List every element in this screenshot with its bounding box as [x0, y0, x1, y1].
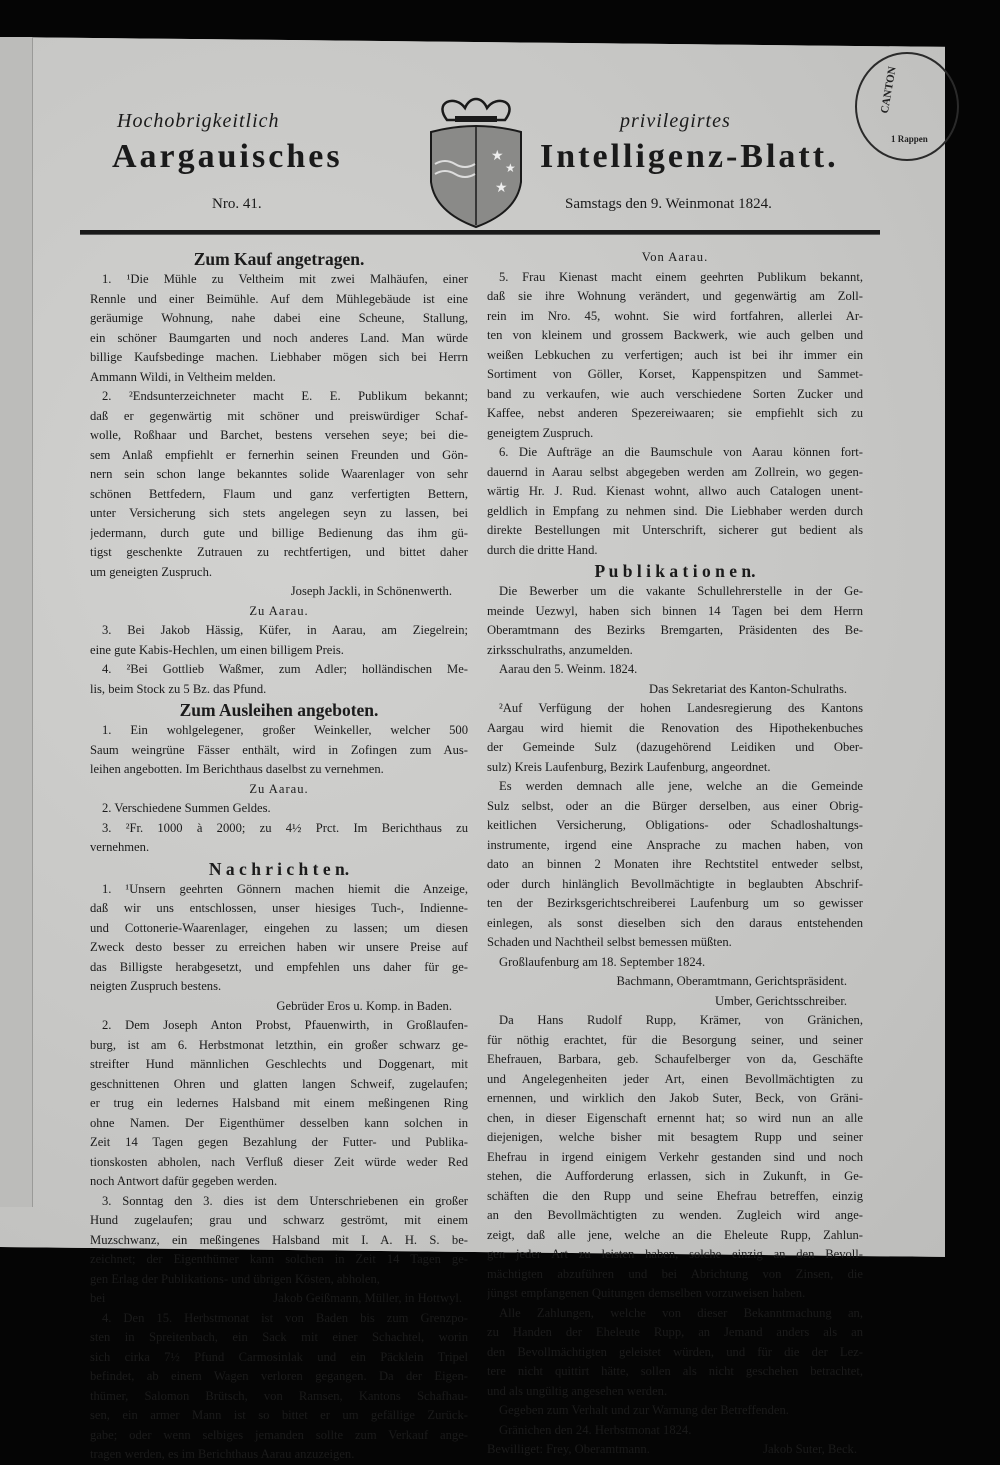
- text-line: um geneigten Zuspruch.: [90, 564, 213, 579]
- text-line: band zu verkaufen, wie auch verschiedene Sorten Zucker und: [487, 386, 863, 401]
- text-line: Es werden demnach alle jene, welche an die Gemeinde: [499, 779, 863, 793]
- text-line: sten in Spreitenbach, ein Sack mit einer Schachtel, worin: [90, 1330, 468, 1344]
- text-line: 1. ¹Die Mühle zu Veltheim mit zwei Malhäufen, einer: [102, 272, 468, 286]
- text-line: nern sein schon lange bekanntes solide Waarenlager von sehr: [90, 467, 468, 481]
- text-line: daß er gegenwärtig mit schöner und preiswürdiger Schaf-: [90, 408, 468, 423]
- text-line: geldlich in Empfang zu nehmen sind. Die Liebhaber werden durch: [487, 503, 863, 518]
- paragraph: [487, 268, 863, 444]
- tax-stamp: [855, 52, 959, 161]
- text-line: Muzschwanz, ein meßingenes Halsband mit I. A. H. S. be-: [90, 1232, 468, 1247]
- text-line: Gegeben zum Verhalt und zur Warnung der Betreffenden.: [499, 1403, 789, 1417]
- stamp-bottom-text: 1 Rappen: [891, 134, 928, 144]
- section-heading: P u b l i k a t i o n e n.: [594, 561, 756, 581]
- text-line: dauernd in Aarau selbst abgegeben werden am Zollrein, wo gegen-: [487, 464, 863, 479]
- text-line: neigten Zuspruch bestens.: [90, 979, 222, 993]
- paragraph: [90, 621, 468, 660]
- text-line: 2. Verschiedene Summen Geldes.: [102, 801, 271, 815]
- text-line: tere nicht quittirt hätte, sollen als nicht geschehen betrachtet,: [487, 1364, 863, 1378]
- issue-date: Samstags den 9. Weinmonat 1824.: [565, 196, 772, 212]
- text-line: zirksschulraths, anzumelden.: [487, 642, 633, 657]
- text-line: Saum weingrüne Fässer enthält, wird in Zofingen zum Aus-: [90, 742, 468, 757]
- signature-line: [487, 1440, 863, 1460]
- text-line: sich cirka 7½ Pfund Carmosinlak und ein Päcklein Tripel: [90, 1349, 468, 1364]
- text-line: 6. Die Aufträge an die Baumschule von Aarau können fort-: [499, 445, 863, 459]
- text-line: Oberamtmann des Bezirks Bremgarten, Präsidenten des Be-: [487, 623, 863, 637]
- signature: Gebrüder Eros u. Komp. in Baden.: [276, 998, 452, 1013]
- paragraph: [487, 1401, 863, 1421]
- paragraph: [487, 777, 863, 953]
- paragraph: [487, 699, 863, 777]
- text-line: dato an binnen 2 Monaten ihre Rechtstitel entweder selbst,: [487, 857, 863, 871]
- paragraph: [90, 819, 468, 858]
- paragraph: [90, 1016, 468, 1192]
- signature: Bachmann, Oberamtmann, Gerichtspräsident.: [616, 974, 847, 988]
- text-line: befindet, ab einem Wagen verloren gegangen. Da der Eigen-: [90, 1369, 468, 1383]
- text-line: durch die dritte Hand.: [487, 542, 598, 557]
- text-line: mächtigten abzuführen und bei Abrichtung von Zinsen, die: [487, 1266, 863, 1281]
- text-line: lis, beim Stock zu 5 Bz. das Pfund.: [90, 681, 267, 696]
- masthead-title-right: Intelligenz-Blatt.: [540, 138, 839, 175]
- paragraph: [90, 880, 468, 997]
- coat-of-arms-icon: [425, 92, 527, 230]
- text-line: oder durch hinlänglich Bevollmächtigte in beglaubten Abschrif-: [487, 876, 863, 891]
- text-line: zu Handen der Eheleute Rupp, an Jemand anders als an: [487, 1325, 863, 1339]
- text-line: stehen, die Aufforderung erlassen, sich in Zukunft, in Ge-: [487, 1169, 863, 1183]
- text-line: sulz) Kreis Laufenburg, Bezirk Laufenburg, angeordnet.: [487, 759, 771, 774]
- text-line: daß wir uns entschlossen, unser hiesiges Tuch-, Indienne-: [90, 901, 468, 915]
- paragraph: [487, 582, 863, 660]
- text-line: sem Anlaß empfiehlt er fernerhin seinen Freunden und Gön-: [90, 447, 468, 462]
- issue-number: Nro. 41.: [212, 196, 262, 212]
- section-heading: N a c h r i c h t e n.: [208, 858, 350, 879]
- paragraph: [487, 1304, 863, 1402]
- text-line: Hund zugelaufen; grau und schwarz geströmt, mit einem: [90, 1213, 468, 1227]
- paragraph: [487, 660, 863, 680]
- text-line: Aarau den 5. Weinm. 1824.: [499, 662, 638, 676]
- text-line: daß sie ihre Wohnung verändert, und gegenwärtig am Zoll-: [487, 289, 863, 303]
- text-line: jüngst empfangenen Quitungen demselben vorzuweisen haben.: [487, 1286, 806, 1300]
- text-line: Zweck desto besser zu erreichen haben wir unsere Preise auf: [90, 940, 468, 954]
- text-line: 1. Ein wohlgelegener, großer Weinkeller, welcher 500: [102, 723, 468, 737]
- text-line: geräumige Wohnung, nahe dabei eine Scheune, Stallung,: [90, 311, 468, 325]
- text-line: einlegen, als sonst dieselben sich den daraus entstehenden: [487, 915, 863, 930]
- signature-right: Jakob Geißmann, Müller, in Hottwyl.: [273, 1291, 462, 1305]
- paragraph: [90, 270, 468, 387]
- text-line: das Billigste herabgesetzt, und empfehlen uns daher für ge-: [90, 959, 468, 974]
- text-line: tionskosten abholen, nach Verfluß dieser Zeit würde weder Red: [90, 1154, 468, 1169]
- paragraph: [90, 1309, 468, 1465]
- text-line: wärtig Hr. J. Rud. Kienast wohnt, allwo auch Catalogen unent-: [487, 484, 863, 498]
- text-line: gen Erlag der Publikations- und übrigen Kösten, abholen,: [90, 1271, 380, 1286]
- text-line: Kaffee, nebst anderen Spezereiwaaren; sie empfiehlt sich zu: [487, 406, 863, 420]
- masthead-divider: [80, 230, 880, 235]
- text-line: Sortiment von Göller, Korset, Kappenspitzen und Sammet-: [487, 367, 863, 381]
- text-line: Ehefrau in irgend einigem Verkehr gestanden sind und noch: [487, 1149, 863, 1164]
- section-heading: Zum Kauf angetragen.: [193, 249, 365, 269]
- text-line: sen, ein armer Mann ist so bittet er um gefällige Zurück-: [90, 1408, 468, 1422]
- text-line: Ehefrauen, Barbara, geb. Schaufelberger von da, Geschäfte: [487, 1052, 863, 1066]
- text-line: 2. Dem Joseph Anton Probst, Pfauenwirth, in Großlaufen-: [102, 1018, 468, 1032]
- signature: Das Sekretariat des Kanton-Schulraths.: [649, 681, 847, 696]
- binding-gutter: [0, 37, 33, 1207]
- text-line: thümer, Salomon Brütsch, von Ramsen, Kantons Schafhau-: [90, 1388, 468, 1403]
- paragraph: [487, 443, 863, 560]
- text-line: tragen werden, es im Berichthaus Aarau anzuzeigen.: [90, 1447, 355, 1461]
- place-label: Zu Aarau.: [249, 603, 309, 618]
- section-heading: Zum Ausleihen angeboten.: [179, 700, 379, 720]
- text-line: Gränichen den 24. Herbstmonat 1824.: [499, 1422, 692, 1437]
- signature-right: Jakob Suter, Beck.: [763, 1442, 857, 1456]
- paragraph: [90, 721, 468, 780]
- text-line: an den Bevollmächtigten zu wenden. Zugleich wird ange-: [487, 1208, 863, 1222]
- text-line: zeichnet; der Eigenthümer kann solchen in Zeit 14 Tagen ge-: [90, 1252, 468, 1266]
- text-line: und als ungültig angesehen werden.: [487, 1383, 668, 1398]
- text-line: 3. Sonntag den 3. dies ist dem Unterschriebenen ein großer: [102, 1193, 468, 1208]
- text-line: instrumente, irgend eine Ansprache zu machen haben, von: [487, 837, 863, 852]
- svg-text:★: ★: [505, 161, 516, 175]
- text-line: Schaden und Nachtheil selbst bemessen müßten.: [487, 935, 732, 949]
- svg-text:★: ★: [495, 181, 508, 196]
- signature-left: bei: [90, 1291, 106, 1305]
- place-label: Von Aarau.: [641, 250, 709, 264]
- text-line: burg, ist am 6. Herbstmonat letzthin, ein großer schwarz ge-: [90, 1037, 468, 1052]
- text-line: diejenigen, welche bisher mit besagtem Rupp und seiner: [487, 1130, 863, 1144]
- paragraph: [487, 953, 863, 973]
- text-line: Sulz selbst, oder an die Bürger derselben, aus einer Obrig-: [487, 798, 863, 813]
- paragraph: [487, 1011, 863, 1304]
- text-line: ten der Bezirksgerichtschreiberei Laufenburg um so gewisser: [487, 896, 863, 910]
- text-line: Ammann Wildi, in Veltheim melden.: [90, 369, 276, 384]
- text-line: für nöthig erachtet, für die Besorgung seiner, und seiner: [487, 1032, 863, 1047]
- text-line: tigst geschenkte Zutrauen zu rechtfertigen, und bittet daher: [90, 545, 468, 559]
- masthead-subtitle-left: Hochobrigkeitlich: [117, 110, 280, 132]
- text-line: billige Kaufsbedinge machen. Liebhaber mögen sich bei Herrn: [90, 350, 468, 364]
- text-line: vernehmen.: [90, 840, 150, 854]
- paragraph: [90, 799, 468, 819]
- text-line: ernennen, und wirklich den Jakob Suter, Beck, von Gräni-: [487, 1091, 863, 1105]
- text-line: gabe; oder wenn selbiges jemanden sollte zum Verkauf ange-: [90, 1427, 468, 1442]
- text-line: geneigtem Zuspruch.: [487, 425, 594, 440]
- text-line: Die Bewerber um die vakante Schullehrerstelle in der Ge-: [499, 584, 863, 598]
- text-line: Großlaufenburg am 18. September 1824.: [499, 954, 706, 969]
- text-line: streifter Hund männlichen Geschlechts und Doggenart, mit: [90, 1057, 468, 1071]
- text-line: rein im Nro. 45, wohnt. Sie wird fortfahren, allerlei Ar-: [487, 308, 863, 323]
- text-line: 5. Frau Kienast macht einem geehrten Publikum bekannt,: [499, 269, 863, 284]
- text-line: leihen angebotten. Im Berichthaus daselbst zu vernehmen.: [90, 762, 384, 776]
- text-line: schäften die den Rupp und seine Ehefrau betreffen, einzig: [487, 1188, 863, 1203]
- text-line: weißen Lebkuchen zu verfertigen; auch ist bei ihr immer ein: [487, 347, 863, 362]
- text-line: Da Hans Rudolf Rupp, Krämer, von Gränichen,: [499, 1013, 863, 1027]
- text-line: Zeit 14 Tagen gegen Bezahlung der Futter- und Publika-: [90, 1135, 468, 1149]
- text-line: chen, in dieser Eigenschaft ernennt hat; so wird nun an alle: [487, 1110, 863, 1125]
- text-line: ein schöner Baumgarten und noch anderes Land. Man würde: [90, 330, 468, 345]
- signature-left: Bewilliget: Frey, Oberamtmann.: [487, 1442, 650, 1456]
- text-line: unter Versicherung sich stets angelegen seyn zu lassen, bei: [90, 506, 468, 520]
- text-line: ²Auf Verfügung der hohen Landesregierung des Kantons: [499, 701, 863, 715]
- text-line: 3. Bei Jakob Hässig, Küfer, in Aarau, am Ziegelrein;: [102, 623, 468, 637]
- text-line: Rennle und einer Beimühle. Auf dem Mühlegebäude ist eine: [90, 291, 468, 306]
- text-line: meinde Uezwyl, haben sich binnen 14 Tagen bei dem Herrn: [487, 603, 863, 618]
- paragraph: [90, 660, 468, 699]
- text-line: er trug ein ledernes Halsband mit einem meßingenen Ring: [90, 1096, 468, 1110]
- right-column: [487, 248, 863, 1460]
- signature: Umber, Gerichtsschreiber.: [714, 993, 847, 1008]
- text-line: und Cottonerie-Waarenlager, eingehen zu lassen; um diesen: [90, 920, 468, 935]
- text-line: Aargau wird hiemit die Renovation des Hipothekenbuches: [487, 720, 863, 735]
- text-line: direkte Bestellungen mit Unterschrift, sicherer gut bedient als: [487, 523, 863, 537]
- text-line: 4. Den 15. Herbstmonat ist von Baden bis zum Grenzpo-: [102, 1310, 468, 1325]
- masthead-title-left: Aargauisches: [112, 138, 343, 175]
- text-line: 3. ²Fr. 1000 à 2000; zu 4½ Prct. Im Berichthaus zu: [102, 820, 468, 835]
- left-column: [90, 248, 468, 1465]
- text-line: den Bevollmächtigten geleistet würden, und für die der Lez-: [487, 1344, 863, 1359]
- place-label: Zu Aarau.: [249, 781, 309, 796]
- text-line: gen jeder Art zu leisten haben, solche einzig an den Bevoll-: [487, 1247, 863, 1261]
- paragraph: [487, 1421, 863, 1441]
- text-line: 4. ²Bei Gottlieb Waßmer, zum Adler; holländischen Me-: [102, 662, 468, 676]
- masthead-subtitle-right: privilegirtes: [620, 110, 731, 132]
- text-line: geschnittenen Ohren und glatten langen Schweif, zugelaufen;: [90, 1076, 468, 1091]
- signature: Joseph Jackli, in Schönenwerth.: [290, 584, 452, 598]
- text-line: ten von kleinem und grossem Backwerk, wie auch gelben und: [487, 328, 863, 342]
- text-line: der Gemeinde Sulz (dazugehörend Leidiken und Ober-: [487, 740, 863, 754]
- text-line: noch Antwort dafür gegeben werden.: [90, 1174, 278, 1188]
- text-line: ohne Namen. Der Eigenthümer desselben kann solchen in: [90, 1115, 468, 1130]
- text-line: 2. ²Endsunterzeichneter macht E. E. Publikum bekannt;: [102, 389, 468, 403]
- text-line: Alle Zahlungen, welche von dieser Bekanntmachung an,: [499, 1305, 863, 1320]
- text-line: wolle, Roßhaar und Barchet, bestens versehen seye; bei die-: [90, 428, 468, 442]
- signature-line: [90, 1289, 468, 1309]
- text-line: zeigt, daß alle jene, welche an die Eheleute Rupp, Zahlun-: [487, 1227, 863, 1242]
- stamp-top-text: CANTON: [878, 65, 899, 115]
- text-line: eine gute Kabis-Hechlen, um einen billigem Preis.: [90, 642, 344, 657]
- text-line: keitlichen Versicherung, Obligations- oder Schadloshaltungs-: [487, 818, 863, 832]
- paragraph: [90, 1192, 468, 1290]
- text-line: 1. ¹Unsern geehrten Gönnern machen hiemit die Anzeige,: [102, 881, 468, 896]
- paragraph: [90, 387, 468, 582]
- svg-text:★: ★: [491, 149, 504, 164]
- text-line: schönen Bettfedern, Flaum und ganz verfertigten Bettern,: [90, 486, 468, 501]
- text-line: jedermann, durch gute und billige Bedienung das ihm gü-: [90, 525, 468, 540]
- text-line: und Angelegenheiten jeder Art, einen Bevollmächtigten zu: [487, 1071, 863, 1086]
